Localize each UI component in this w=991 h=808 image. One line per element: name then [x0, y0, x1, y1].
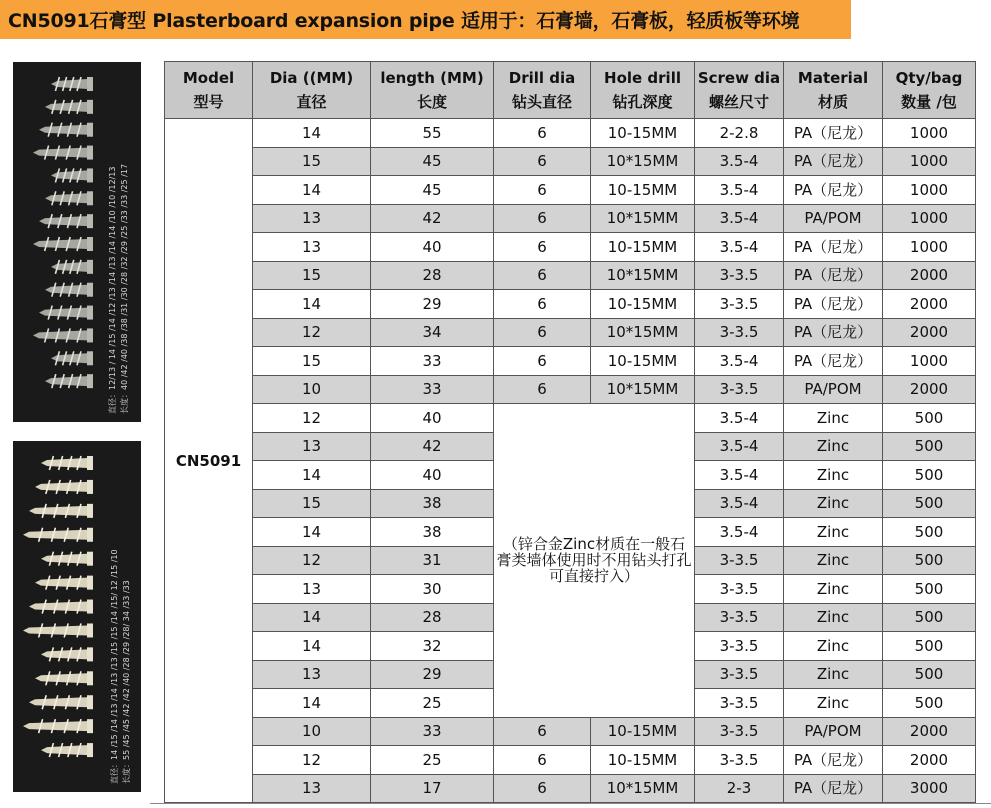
- dia-cell: 12: [253, 404, 371, 433]
- screw-dia-cell: 3-3.5: [695, 603, 784, 632]
- photo-length-caption: 长度：55 /45 /45 /42 /42 /40 /28 /29 /28/ 34 /33 /33: [122, 580, 131, 784]
- screw-dia-cell: 3-3.5: [695, 689, 784, 718]
- column-header: [695, 62, 784, 119]
- qty-cell: 2000: [883, 261, 976, 290]
- material-cell: Zinc: [784, 489, 883, 518]
- dia-cell: 13: [253, 204, 371, 233]
- product-photo-nylon: [13, 441, 141, 792]
- anchor-illustration: [35, 576, 93, 590]
- length-cell: 28: [371, 261, 494, 290]
- photo-dia-caption: 直径：14 /15 /14 /13 /14 /13 /13 /15 /15 /14 /15/ 12 /15 /10: [110, 549, 119, 784]
- qty-cell: 1000: [883, 204, 976, 233]
- anchor-illustration: [51, 260, 93, 274]
- length-cell: 28: [371, 603, 494, 632]
- column-header-cn: 钻头直径: [511, 93, 572, 111]
- drill-dia-cell: 6: [494, 233, 591, 262]
- anchor-illustration: [35, 480, 93, 494]
- table-row: [165, 404, 976, 433]
- anchor-illustration: [45, 191, 93, 205]
- length-cell: 25: [371, 746, 494, 775]
- length-cell: 32: [371, 632, 494, 661]
- material-cell: Zinc: [784, 461, 883, 490]
- screw-dia-cell: 3.5-4: [695, 461, 784, 490]
- screw-dia-cell: 3.5-4: [695, 518, 784, 547]
- dia-cell: 13: [253, 660, 371, 689]
- qty-cell: 500: [883, 632, 976, 661]
- column-header-cn: 钻孔深度: [612, 93, 673, 111]
- product-photo-zinc: [13, 62, 141, 422]
- screw-dia-cell: 3.5-4: [695, 147, 784, 176]
- screw-dia-cell: 3.5-4: [695, 489, 784, 518]
- qty-cell: 3000: [883, 774, 976, 803]
- hole-drill-cell: 10-15MM: [591, 746, 695, 775]
- drill-dia-cell: 6: [494, 261, 591, 290]
- model-cell: CN5091: [165, 119, 253, 803]
- column-header-cn: 材质: [817, 93, 848, 111]
- qty-cell: 2000: [883, 290, 976, 319]
- drill-dia-cell: 6: [494, 176, 591, 205]
- anchor-illustration: [29, 504, 93, 518]
- qty-cell: 500: [883, 489, 976, 518]
- title-banner: [0, 0, 851, 39]
- length-cell: 38: [371, 489, 494, 518]
- material-cell: PA（尼龙）: [784, 290, 883, 319]
- dia-cell: 12: [253, 318, 371, 347]
- material-cell: Zinc: [784, 404, 883, 433]
- dia-cell: 13: [253, 233, 371, 262]
- dia-cell: 13: [253, 774, 371, 803]
- table-row: [165, 375, 976, 404]
- hole-drill-cell: 10*15MM: [591, 375, 695, 404]
- drill-dia-cell: 6: [494, 347, 591, 376]
- material-cell: PA（尼龙）: [784, 233, 883, 262]
- photo-dia-caption: 直径：12/13 / 14 /15 /14 /12 /13 /14 /13 /14 /14 /10 /10 /12/13: [108, 166, 117, 414]
- length-cell: 17: [371, 774, 494, 803]
- qty-cell: 1000: [883, 147, 976, 176]
- material-cell: PA（尼龙）: [784, 318, 883, 347]
- column-header-en: Material: [797, 69, 869, 87]
- table-row: [165, 290, 976, 319]
- dia-cell: 14: [253, 290, 371, 319]
- material-cell: PA（尼龙）: [784, 347, 883, 376]
- column-header: [591, 62, 695, 119]
- spec-table: [164, 61, 976, 803]
- length-cell: 40: [371, 233, 494, 262]
- screw-dia-cell: 3.5-4: [695, 347, 784, 376]
- length-cell: 33: [371, 717, 494, 746]
- hole-drill-cell: 10-15MM: [591, 233, 695, 262]
- photo-length-caption: 长度：40 /42 /40 /38 /38 /31 /30 /28 /32 /29 /25 /33 /33 /25 /17: [120, 163, 129, 414]
- column-header: [784, 62, 883, 119]
- material-cell: PA/POM: [784, 717, 883, 746]
- anchor-illustration: [23, 719, 93, 733]
- screw-dia-cell: 3-3.5: [695, 575, 784, 604]
- length-cell: 33: [371, 347, 494, 376]
- dia-cell: 14: [253, 689, 371, 718]
- table-row: [165, 318, 976, 347]
- qty-cell: 2000: [883, 318, 976, 347]
- drill-dia-cell: 6: [494, 290, 591, 319]
- qty-cell: 500: [883, 603, 976, 632]
- length-cell: 33: [371, 375, 494, 404]
- screw-dia-cell: 2-3: [695, 774, 784, 803]
- hole-drill-cell: 10*15MM: [591, 147, 695, 176]
- hole-drill-cell: 10-15MM: [591, 290, 695, 319]
- table-row: [165, 147, 976, 176]
- dia-cell: 14: [253, 461, 371, 490]
- material-cell: PA（尼龙）: [784, 176, 883, 205]
- screw-dia-cell: 3.5-4: [695, 176, 784, 205]
- screw-dia-cell: 3-3.5: [695, 261, 784, 290]
- material-cell: Zinc: [784, 518, 883, 547]
- hole-drill-cell: 10*15MM: [591, 774, 695, 803]
- material-cell: Zinc: [784, 660, 883, 689]
- material-cell: PA（尼龙）: [784, 746, 883, 775]
- column-header-en: Qty/bag: [895, 69, 963, 87]
- anchor-illustration: [29, 695, 93, 709]
- qty-cell: 500: [883, 660, 976, 689]
- table-row: [165, 204, 976, 233]
- qty-cell: 2000: [883, 375, 976, 404]
- column-header-cn: 直径: [296, 93, 327, 111]
- anchor-illustration: [41, 552, 93, 566]
- anchor-illustration: [33, 237, 93, 251]
- length-cell: 45: [371, 147, 494, 176]
- dia-cell: 10: [253, 717, 371, 746]
- length-cell: 55: [371, 119, 494, 148]
- drill-dia-cell: 6: [494, 204, 591, 233]
- dia-cell: 15: [253, 147, 371, 176]
- column-header-en: Dia ((MM): [269, 69, 354, 87]
- screw-dia-cell: 3-3.5: [695, 290, 784, 319]
- anchor-illustration: [51, 168, 93, 182]
- material-cell: Zinc: [784, 432, 883, 461]
- anchor-illustration: [41, 743, 93, 757]
- anchor-illustration: [23, 623, 93, 637]
- qty-cell: 500: [883, 546, 976, 575]
- anchor-illustration: [51, 77, 93, 91]
- qty-cell: 500: [883, 461, 976, 490]
- dia-cell: 14: [253, 518, 371, 547]
- drill-dia-cell: 6: [494, 318, 591, 347]
- dia-cell: 10: [253, 375, 371, 404]
- dia-cell: 15: [253, 261, 371, 290]
- table-row: [165, 347, 976, 376]
- anchor-illustration: [33, 146, 93, 160]
- length-cell: 25: [371, 689, 494, 718]
- divider: [150, 803, 991, 804]
- length-cell: 30: [371, 575, 494, 604]
- qty-cell: 500: [883, 432, 976, 461]
- table-row: [165, 717, 976, 746]
- zinc-note-cell: （锌合金Zinc材质在一般石膏类墙体使用时不用钻头打孔可直接拧入）: [494, 404, 695, 718]
- banner-title: CN5091石膏型 Plasterboard expansion pipe 适用于：石膏墙，石膏板，轻质板等环境: [8, 10, 800, 32]
- dia-cell: 15: [253, 347, 371, 376]
- dia-cell: 14: [253, 603, 371, 632]
- anchor-illustration: [29, 600, 93, 614]
- material-cell: PA（尼龙）: [784, 261, 883, 290]
- screw-dia-cell: 3-3.5: [695, 746, 784, 775]
- length-cell: 40: [371, 461, 494, 490]
- qty-cell: 1000: [883, 347, 976, 376]
- anchor-illustration: [23, 528, 93, 542]
- screw-dia-cell: 3-3.5: [695, 375, 784, 404]
- drill-dia-cell: 6: [494, 717, 591, 746]
- hole-drill-cell: 10*15MM: [591, 318, 695, 347]
- length-cell: 29: [371, 660, 494, 689]
- length-cell: 42: [371, 204, 494, 233]
- qty-cell: 500: [883, 518, 976, 547]
- screw-dia-cell: 3-3.5: [695, 717, 784, 746]
- anchor-illustration: [41, 647, 93, 661]
- qty-cell: 2000: [883, 717, 976, 746]
- qty-cell: 1000: [883, 233, 976, 262]
- anchor-illustration: [41, 456, 93, 470]
- table-row: [165, 176, 976, 205]
- anchor-illustration: [45, 283, 93, 297]
- column-header: [494, 62, 591, 119]
- anchor-illustration: [45, 374, 93, 388]
- table-row: [165, 119, 976, 148]
- dia-cell: 12: [253, 746, 371, 775]
- drill-dia-cell: 6: [494, 147, 591, 176]
- column-header-en: Drill dia: [508, 69, 576, 87]
- anchor-illustration: [39, 214, 93, 228]
- table-row: [165, 774, 976, 803]
- anchor-illustration: [51, 351, 93, 365]
- material-cell: Zinc: [784, 632, 883, 661]
- qty-cell: 1000: [883, 176, 976, 205]
- screw-dia-cell: 3.5-4: [695, 404, 784, 433]
- qty-cell: 1000: [883, 119, 976, 148]
- qty-cell: 500: [883, 689, 976, 718]
- drill-dia-cell: 6: [494, 746, 591, 775]
- dia-cell: 13: [253, 575, 371, 604]
- screw-dia-cell: 3-3.5: [695, 632, 784, 661]
- material-cell: Zinc: [784, 546, 883, 575]
- anchor-illustration: [35, 671, 93, 685]
- screw-dia-cell: 2-2.8: [695, 119, 784, 148]
- hole-drill-cell: 10-15MM: [591, 119, 695, 148]
- material-cell: PA（尼龙）: [784, 147, 883, 176]
- material-cell: Zinc: [784, 603, 883, 632]
- table-row: [165, 233, 976, 262]
- qty-cell: 2000: [883, 746, 976, 775]
- hole-drill-cell: 10*15MM: [591, 261, 695, 290]
- hole-drill-cell: 10-15MM: [591, 347, 695, 376]
- column-header: [165, 62, 253, 119]
- screw-dia-cell: 3.5-4: [695, 204, 784, 233]
- dia-cell: 12: [253, 546, 371, 575]
- column-header-en: Model: [182, 69, 235, 87]
- anchor-illustration: [39, 123, 93, 137]
- hole-drill-cell: 10-15MM: [591, 717, 695, 746]
- dia-cell: 14: [253, 176, 371, 205]
- length-cell: 29: [371, 290, 494, 319]
- material-cell: PA（尼龙）: [784, 774, 883, 803]
- screw-dia-cell: 3-3.5: [695, 660, 784, 689]
- dia-cell: 13: [253, 432, 371, 461]
- screw-dia-cell: 3.5-4: [695, 432, 784, 461]
- table-row: [165, 746, 976, 775]
- material-cell: Zinc: [784, 575, 883, 604]
- column-header: [371, 62, 494, 119]
- column-header: [883, 62, 976, 119]
- hole-drill-cell: 10-15MM: [591, 176, 695, 205]
- drill-dia-cell: 6: [494, 119, 591, 148]
- length-cell: 38: [371, 518, 494, 547]
- column-header-cn: 长度: [416, 93, 447, 111]
- material-cell: Zinc: [784, 689, 883, 718]
- anchor-illustration: [33, 328, 93, 342]
- length-cell: 45: [371, 176, 494, 205]
- material-cell: PA（尼龙）: [784, 119, 883, 148]
- drill-dia-cell: 6: [494, 375, 591, 404]
- material-cell: PA/POM: [784, 204, 883, 233]
- length-cell: 31: [371, 546, 494, 575]
- qty-cell: 500: [883, 404, 976, 433]
- anchor-illustration: [45, 100, 93, 114]
- column-header: [253, 62, 371, 119]
- length-cell: 34: [371, 318, 494, 347]
- screw-dia-cell: 3-3.5: [695, 318, 784, 347]
- length-cell: 40: [371, 404, 494, 433]
- column-header-en: length (MM): [380, 69, 484, 87]
- dia-cell: 14: [253, 119, 371, 148]
- column-header-en: Screw dia: [697, 69, 781, 87]
- column-header-cn: 螺丝尺寸: [708, 93, 769, 111]
- column-header-cn: 型号: [193, 93, 224, 111]
- material-cell: PA/POM: [784, 375, 883, 404]
- drill-dia-cell: 6: [494, 774, 591, 803]
- column-header-cn: 数量 /包: [901, 93, 957, 111]
- hole-drill-cell: 10*15MM: [591, 204, 695, 233]
- length-cell: 42: [371, 432, 494, 461]
- column-header-en: Hole drill: [604, 69, 681, 87]
- table-header-row: [165, 62, 976, 119]
- screw-dia-cell: 3-3.5: [695, 546, 784, 575]
- dia-cell: 14: [253, 632, 371, 661]
- dia-cell: 15: [253, 489, 371, 518]
- screw-dia-cell: 3.5-4: [695, 233, 784, 262]
- anchor-illustration: [39, 306, 93, 320]
- qty-cell: 500: [883, 575, 976, 604]
- table-row: [165, 261, 976, 290]
